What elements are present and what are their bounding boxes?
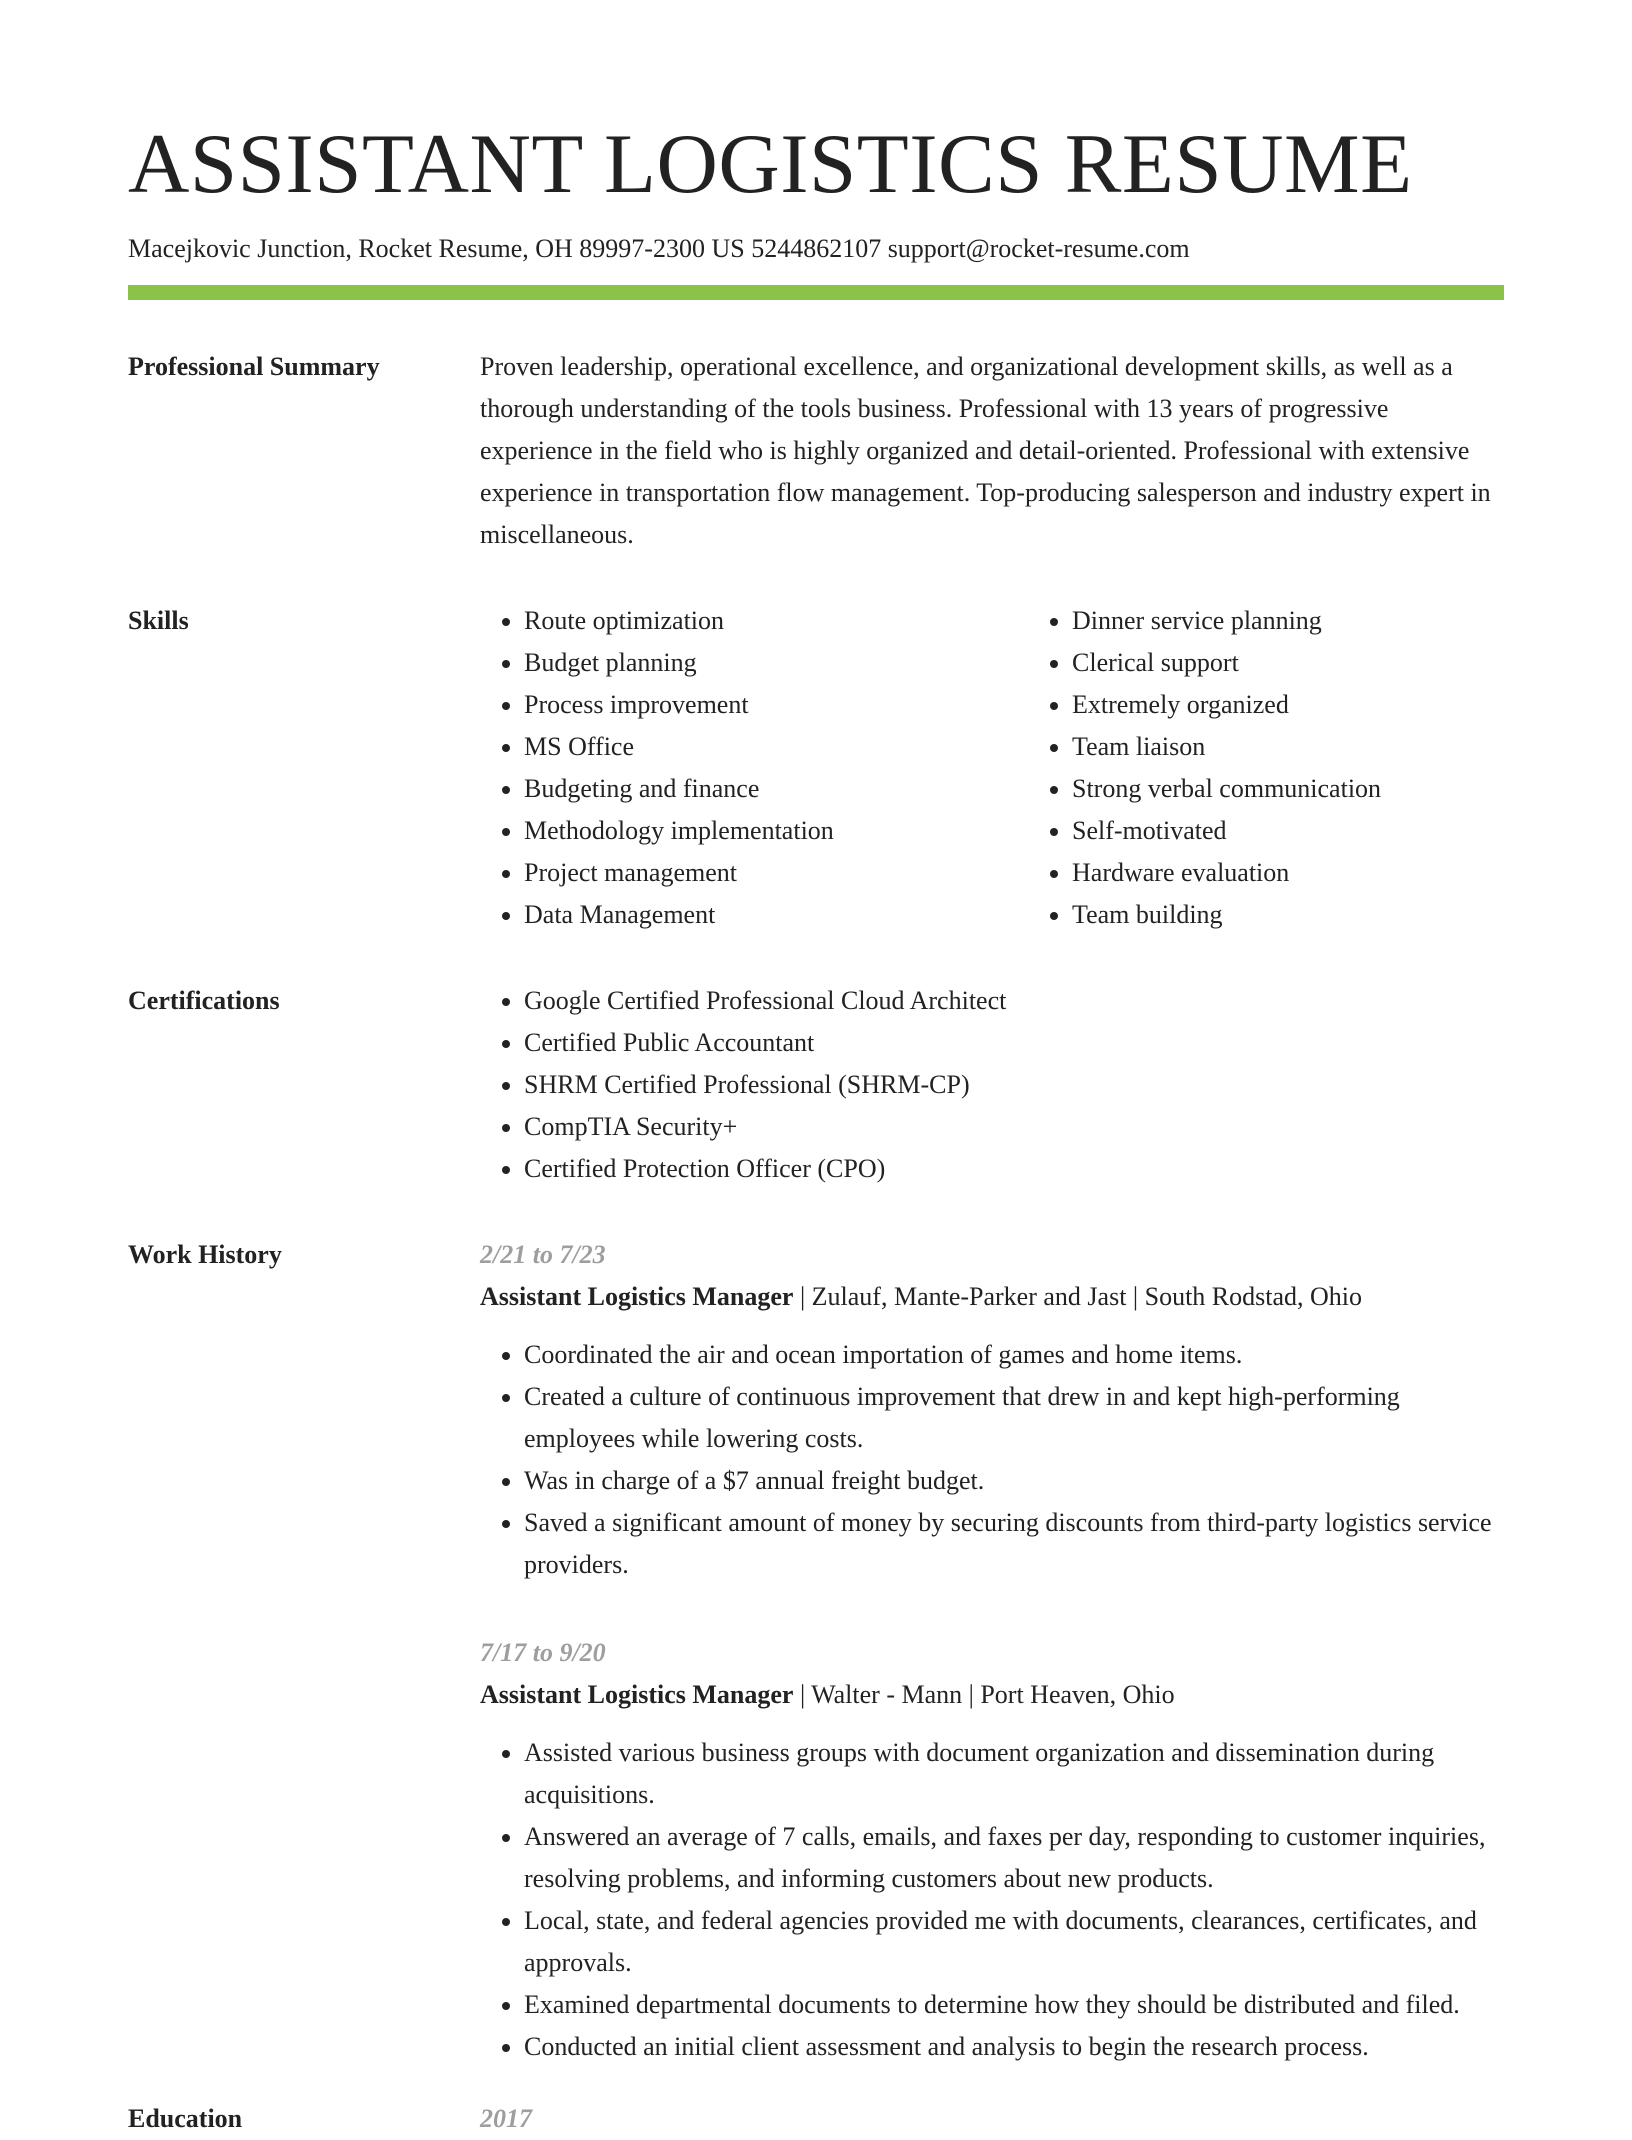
certifications-label: Certifications <box>128 986 280 1016</box>
job-bullets <box>480 1732 1504 2068</box>
accent-divider <box>128 285 1504 300</box>
job-bullet: • Was in charge of a $7 annual freight budget. <box>524 1460 1504 1502</box>
skill-item: • Hardware evaluation <box>1072 852 1576 894</box>
job-title: Assistant Logistics Manager <box>480 1680 794 1710</box>
job-bullet: • Local, state, and federal agencies provided me with documents, clearances, certificates, and approvals. <box>524 1900 1504 1984</box>
skill-item: • Self-motivated <box>1072 810 1576 852</box>
skill-item: • Strong verbal communication <box>1072 768 1576 810</box>
job-bullet: • Answered an average of 7 calls, emails, and faxes per day, responding to customer inquiries, resolving problems, and informing customers about new products. <box>524 1816 1504 1900</box>
certification-item: • Certified Protection Officer (CPO) <box>524 1148 1504 1190</box>
resume-page <box>128 118 1504 2140</box>
certifications-section <box>128 980 1504 1190</box>
job-bullets <box>480 1334 1504 1586</box>
job-heading <box>480 1276 1504 1318</box>
skill-item: • Methodology implementation <box>524 810 1028 852</box>
skills-list-right <box>1028 600 1576 936</box>
skill-item: • Data Management <box>524 894 1028 936</box>
skill-item: • Budgeting and finance <box>524 768 1028 810</box>
certification-item: • SHRM Certified Professional (SHRM-CP) <box>524 1064 1504 1106</box>
job-title: Assistant Logistics Manager <box>480 1282 794 1312</box>
skill-item: • Budget planning <box>524 642 1028 684</box>
contact-line: Macejkovic Junction, Rocket Resume, OH 89997-2300 US 5244862107 support@rocket-resume.com <box>128 233 1190 263</box>
education-section <box>128 2098 1504 2140</box>
job-bullet: • Examined departmental documents to determine how they should be distributed and filed. <box>524 1984 1504 2026</box>
job-bullet: • Created a culture of continuous improvement that drew in and kept high-performing employees while lowering costs. <box>524 1376 1504 1460</box>
skill-item: • Team liaison <box>1072 726 1576 768</box>
certification-item: • Certified Public Accountant <box>524 1022 1504 1064</box>
summary-label: Professional Summary <box>128 352 380 382</box>
work-history-section <box>128 1234 1504 2068</box>
education-label: Education <box>128 2104 243 2134</box>
skill-item: • Dinner service planning <box>1072 600 1576 642</box>
skill-item: • MS Office <box>524 726 1028 768</box>
job-bullet: • Assisted various business groups with document organization and dissemination during acquisitions. <box>524 1732 1504 1816</box>
job-bullet: • Conducted an initial client assessment and analysis to begin the research process. <box>524 2026 1504 2068</box>
job-dates: 7/17 to 9/20 <box>480 1638 606 1668</box>
education-date: 2017 <box>480 2104 532 2134</box>
job-dates: 2/21 to 7/23 <box>480 1240 606 1270</box>
skills-section <box>128 600 1504 936</box>
skill-item: • Extremely organized <box>1072 684 1576 726</box>
skill-item: • Team building <box>1072 894 1576 936</box>
skill-item: • Clerical support <box>1072 642 1576 684</box>
skills-label: Skills <box>128 606 189 636</box>
skills-list-left <box>480 600 1028 936</box>
certifications-list <box>480 980 1504 1190</box>
job-details: | Walter - Mann | Port Heaven, Ohio <box>793 1680 1175 1710</box>
summary-section <box>128 346 1504 556</box>
resume-title: ASSISTANT LOGISTICS RESUME <box>128 117 1413 211</box>
job-heading <box>480 1674 1504 1716</box>
work-history-label: Work History <box>128 1240 282 1270</box>
certification-item: • CompTIA Security+ <box>524 1106 1504 1148</box>
skill-item: • Process improvement <box>524 684 1028 726</box>
job-entry <box>480 1234 1504 1586</box>
job-entry <box>480 1632 1504 2068</box>
skill-item: • Route optimization <box>524 600 1028 642</box>
skill-item: • Project management <box>524 852 1028 894</box>
job-details: | Zulauf, Mante-Parker and Jast | South Rodstad, Ohio <box>793 1282 1363 1312</box>
job-bullet: • Coordinated the air and ocean importation of games and home items. <box>524 1334 1504 1376</box>
certification-item: • Google Certified Professional Cloud Architect <box>524 980 1504 1022</box>
job-bullet: • Saved a significant amount of money by securing discounts from third-party logistics service providers. <box>524 1502 1504 1586</box>
summary-text: Proven leadership, operational excellence, and organizational development skills, as well as a thorough understanding of the tools business. Professional with 13 years of progressive experience in the field who is highly organized and detail-oriented. Professional with extensive experience in transportation flow management. Top-producing salesperson and industry expert in miscellaneous. <box>480 352 1491 550</box>
